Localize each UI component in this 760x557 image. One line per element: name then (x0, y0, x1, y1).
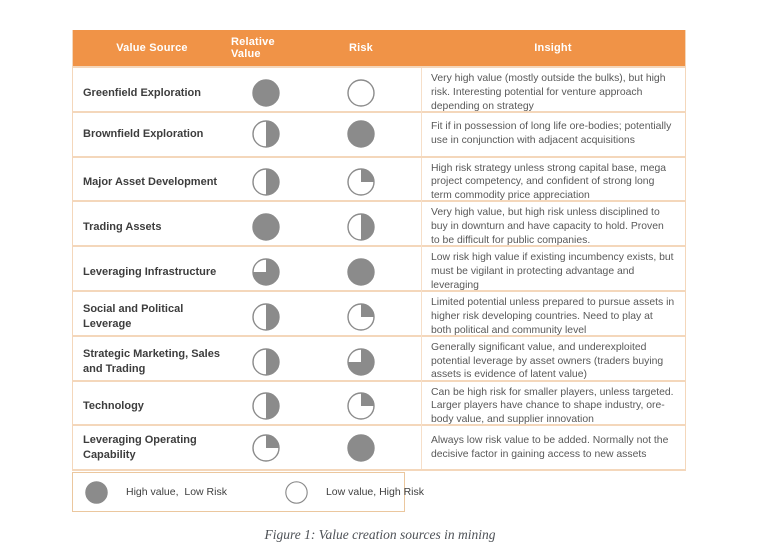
relative-value-cell (231, 382, 301, 431)
empty-circle-icon (285, 481, 308, 504)
column-header-value-source: Value Source (116, 42, 188, 54)
relative-value-cell (231, 202, 301, 251)
harvey-ball-icon (347, 120, 375, 148)
harvey-ball-icon (347, 79, 375, 107)
risk-cell (301, 68, 421, 117)
table-row (73, 290, 685, 335)
filled-circle-icon (85, 481, 108, 504)
harvey-ball-icon (252, 79, 280, 107)
value-source-label: Major Asset Development (83, 176, 218, 189)
insight-text: Generally significant value, and underexploited potential leverage by asset owners (traders buying assets is evidence of latent value) (421, 337, 685, 386)
harvey-ball-icon (347, 348, 375, 376)
risk-cell (301, 337, 421, 386)
insight-text: Very high value (mostly outside the bulks), but high risk. Interesting potential for venture approach depending on strategy (421, 68, 685, 117)
value-source-label: Brownfield Exploration (83, 128, 204, 141)
column-header-insight: Insight (534, 42, 572, 54)
risk-cell (301, 158, 421, 207)
value-source-label: Technology (83, 400, 144, 413)
insight-text: Low risk high value if existing incumbency exists, but must be vigilant in protecting advantage and leveraging (421, 247, 685, 296)
table-row (73, 380, 685, 425)
table-row (73, 424, 685, 469)
harvey-ball-icon (252, 348, 280, 376)
value-source-label: Greenfield Exploration (83, 86, 201, 99)
harvey-ball-icon (347, 168, 375, 196)
harvey-ball-icon (252, 213, 280, 241)
relative-value-cell (231, 113, 301, 156)
insight-text: Very high value, but high risk unless disciplined to buy in downturn and have capacity to hold. Proven to be difficult for public companies. (421, 202, 685, 251)
relative-value-cell (231, 337, 301, 386)
relative-value-cell (231, 247, 301, 296)
risk-cell (301, 292, 421, 341)
figure-caption: Figure 1: Value creation sources in mining (264, 527, 496, 542)
value-source-label: Leveraging Infrastructure (83, 265, 217, 278)
value-sources-table (72, 30, 686, 471)
harvey-ball-icon (252, 392, 280, 420)
harvey-ball-icon (252, 258, 280, 286)
harvey-ball-icon (252, 434, 280, 462)
harvey-ball-icon (347, 434, 375, 462)
insight-text: High risk strategy unless strong capital base, mega project competency, and confident of strong long term commodity price appreciation (421, 158, 685, 207)
risk-cell (301, 426, 421, 469)
insight-text: Can be high risk for smaller players, unless targeted. Larger players have chance to shape industry, ore-body value, and supplier innovation (421, 382, 685, 431)
harvey-ball-icon (252, 303, 280, 331)
table-row (73, 335, 685, 380)
insight-text: Always low risk value to be added. Normally not the decisive factor in gaining access to new assets (421, 426, 685, 469)
risk-cell (301, 113, 421, 156)
harvey-ball-icon (347, 213, 375, 241)
harvey-ball-icon (347, 258, 375, 286)
harvey-ball-icon (252, 168, 280, 196)
relative-value-cell (231, 68, 301, 117)
risk-cell (301, 382, 421, 431)
legend-label-high-value: High value, Low Risk (126, 486, 227, 498)
table-row (73, 111, 685, 156)
harvey-ball-icon (347, 392, 375, 420)
table-row (73, 200, 685, 245)
value-source-label: Strategic Marketing, Sales and Trading (83, 348, 220, 375)
insight-text: Fit if in possession of long life ore-bodies; potentially use in conjunction with adjacent acquisitions (421, 113, 685, 156)
harvey-ball-icon (347, 303, 375, 331)
value-source-label: Social and Political Leverage (83, 303, 184, 330)
table-row (73, 156, 685, 201)
insight-text: Limited potential unless prepared to pursue assets in higher risk developing countries. Need to play at both political and community level (421, 292, 685, 341)
relative-value-cell (231, 426, 301, 469)
table-row (73, 66, 685, 111)
harvey-ball-icon (252, 120, 280, 148)
column-header-risk: Risk (348, 42, 374, 54)
legend-box (72, 472, 425, 512)
relative-value-cell (231, 292, 301, 341)
table-row (73, 245, 685, 290)
value-source-label: Leveraging Operating Capability (83, 434, 197, 461)
risk-cell (301, 202, 421, 251)
relative-value-cell (231, 158, 301, 207)
value-source-label: Trading Assets (83, 220, 162, 233)
legend-label-low-value: Low value, High Risk (325, 486, 425, 498)
risk-cell (301, 247, 421, 296)
table-header-row (73, 30, 685, 66)
column-header-relative-value: Relative Value (231, 36, 275, 60)
